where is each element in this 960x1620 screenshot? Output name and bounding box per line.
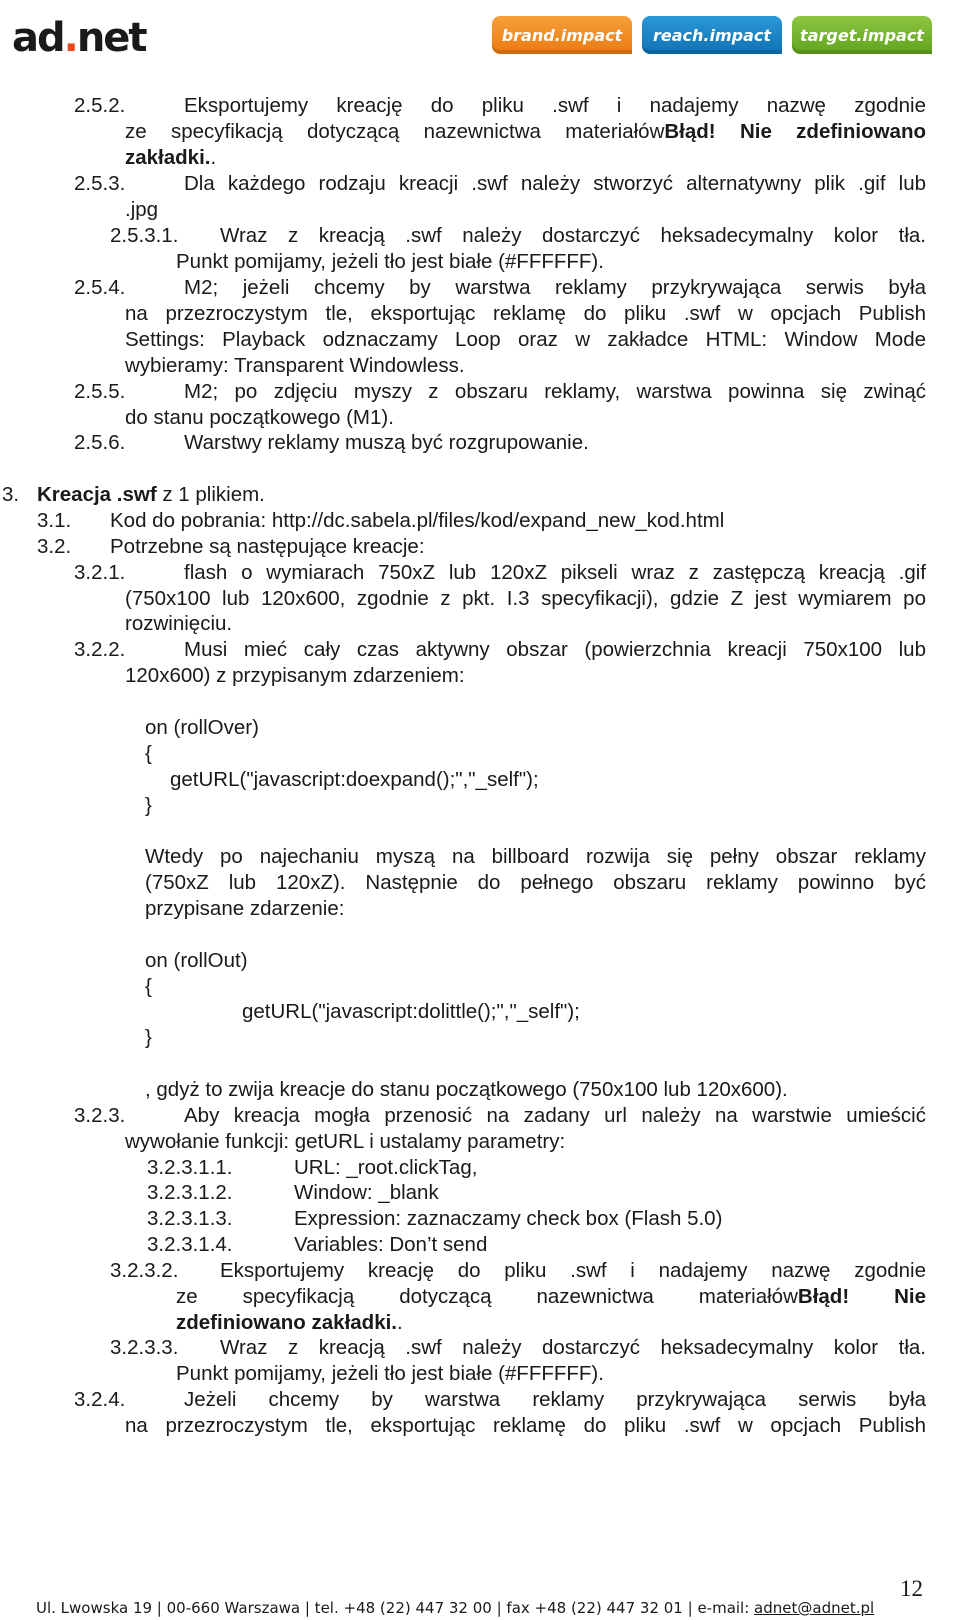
text-run: ze specyfikacją dotyczącą nazewnictwa materiałów [125,120,665,143]
code-line: getURL("javascript:dolittle();","_self"); [242,1000,580,1023]
paragraph-line: , gdyż to zwija kreacje do stanu początkowego (750x100 lub 120x600). [145,1078,788,1101]
paragraph-line: (750x100 lub 120x600, zgodnie z pkt. I.3 specyfikacji), gdzie Z jest wymiarem po [125,587,926,610]
paragraph-line: wywołanie funkcji: getURL i ustalamy parametry: [125,1130,566,1153]
section-number: 2.5.6. [74,431,126,454]
product-badges [492,16,932,54]
error-text: Błąd! Nie [797,1285,926,1308]
paragraph-line [176,1310,403,1336]
paragraph-line [176,1284,926,1310]
section-number: 3.2.3.1.4. [147,1233,233,1256]
paragraph-line: na przezroczystym tle, eksportując reklamę do pliku .swf w opcjach Publish [125,1414,926,1437]
section-number: 3.2.2. [74,638,126,661]
paragraph-line: Expression: zaznaczamy check box (Flash 5.0) [294,1207,723,1230]
paragraph-line: Window: _blank [294,1181,439,1204]
paragraph-line: rozwinięciu. [125,612,233,635]
section-number: 2.5.2. [74,94,126,117]
paragraph-line: Warstwy reklamy muszą być rozgrupowanie. [184,431,589,454]
error-text: Błąd! Nie zdefiniowano [664,120,926,143]
paragraph-line: M2; jeżeli chcemy by warstwa reklamy przykrywająca serwis była [184,276,926,299]
code-line: getURL("javascript:doexpand();","_self"); [170,768,539,791]
section-number: 3.1. [37,509,72,532]
heading-rest: z 1 plikiem. [156,483,265,506]
paragraph-line: Settings: Playback odznaczamy Loop oraz w zakładce HTML: Window Mode [125,328,926,351]
section-number: 3.2.3. [74,1104,126,1127]
paragraph-line: Aby kreacja mogła przenosić na zadany url należy na warstwie umieścić [184,1104,926,1127]
paragraph-line [125,119,926,145]
logo-text-ad: ad [12,15,64,61]
paragraph-line: .jpg [125,198,159,221]
footer-address [36,1598,874,1618]
section-number: 3.2.3.1.2. [147,1181,233,1204]
section-number: 3.2.3.1.1. [147,1156,233,1179]
paragraph-line [125,145,216,171]
error-text: zdefiniowano zakładki. [176,1311,397,1334]
paragraph-line: wybieramy: Transparent Windowless. [125,354,465,377]
code-line: } [145,794,152,817]
section-number: 3.2.1. [74,561,126,584]
footer-contact: Ul. Lwowska 19 | 00-660 Warszawa | tel. +48 (22) 447 32 00 | fax +48 (22) 447 32 01 | e-mail: [36,1599,755,1617]
paragraph-line: na przezroczystym tle, eksportując reklamę do pliku .swf w opcjach Publish [125,302,926,325]
paragraph-line: Jeżeli chcemy by warstwa reklamy przykrywająca serwis była [184,1388,926,1411]
code-line: on (rollOver) [145,716,259,739]
section-number: 3.2.3.3. [110,1336,179,1359]
paragraph-line: Musi mieć cały czas aktywny obszar (powierzchnia kreacji 750x100 lub [184,638,926,661]
code-line: { [145,975,152,998]
code-line: } [145,1026,152,1049]
section-number: 3.2.4. [74,1388,126,1411]
section-number: 2.5.5. [74,380,126,403]
paragraph-line: Wtedy po najechaniu myszą na billboard rozwija się pełny obszar reklamy [145,845,926,868]
paragraph-line: Eksportujemy kreację do pliku .swf i nadajemy nazwę zgodnie [220,1259,926,1282]
paragraph-line: M2; po zdjęciu myszy z obszaru reklamy, warstwa powinna się zwinąć [184,380,926,403]
paragraph-line: do stanu początkowego (M1). [125,406,394,429]
text-run: . [210,146,217,169]
section-number: 3. [2,483,20,506]
section-number: 3.2. [37,535,72,558]
target-impact-badge: target.impact [792,16,932,54]
paragraph-line: Variables: Don’t send [294,1233,488,1256]
paragraph-line: przypisane zdarzenie: [145,897,345,920]
paragraph-line: Kod do pobrania: http://dc.sabela.pl/files/kod/expand_new_kod.html [110,509,725,532]
section-number: 2.5.3. [74,172,126,195]
logo-dot: . [63,15,77,61]
paragraph-line: flash o wymiarach 750xZ lub 120xZ pikseli wraz z zastępczą kreacją .gif [184,561,926,584]
paragraph-line: Wraz z kreacją .swf należy dostarczyć heksadecymalny kolor tła. [220,1336,926,1359]
section-number: 3.2.3.2. [110,1259,179,1282]
paragraph-line: Wraz z kreacją .swf należy dostarczyć heksadecymalny kolor tła. [220,224,926,247]
paragraph-line: Dla każdego rodzaju kreacji .swf należy stworzyć alternatywny plik .gif lub [184,172,926,195]
error-text: zakładki. [125,146,211,169]
code-line: on (rollOut) [145,949,248,972]
paragraph-line: (750xZ lub 120xZ). Następnie do pełnego obszaru reklamy powinno być [145,871,926,894]
paragraph-line: 120x600) z przypisanym zdarzeniem: [125,664,465,687]
paragraph-line: Eksportujemy kreację do pliku .swf i nadajemy nazwę zgodnie [184,94,926,117]
code-line: { [145,742,152,765]
paragraph-line: URL: _root.clickTag, [294,1156,478,1179]
paragraph-line: Punkt pomijamy, jeżeli tło jest białe (#FFFFFF). [176,250,604,273]
paragraph-line: Potrzebne są następujące kreacje: [110,535,425,558]
section-number: 2.5.3.1. [110,224,179,247]
section-heading [37,482,265,508]
paragraph-line: Punkt pomijamy, jeżeli tło jest białe (#FFFFFF). [176,1362,604,1385]
section-number: 2.5.4. [74,276,126,299]
text-run: . [397,1311,403,1334]
reach-impact-badge: reach.impact [642,16,782,54]
brand-impact-badge: brand.impact [492,16,632,54]
text-run: ze specyfikacją dotyczącą nazewnictwa materiałów [176,1285,798,1308]
heading-bold: Kreacja .swf [37,483,157,506]
logo-text-net: net [76,15,146,61]
page-number: 12 [900,1576,923,1601]
section-number: 3.2.3.1.3. [147,1207,233,1230]
footer-email-link[interactable]: adnet@adnet.pl [754,1599,875,1617]
adnet-logo [12,14,146,61]
